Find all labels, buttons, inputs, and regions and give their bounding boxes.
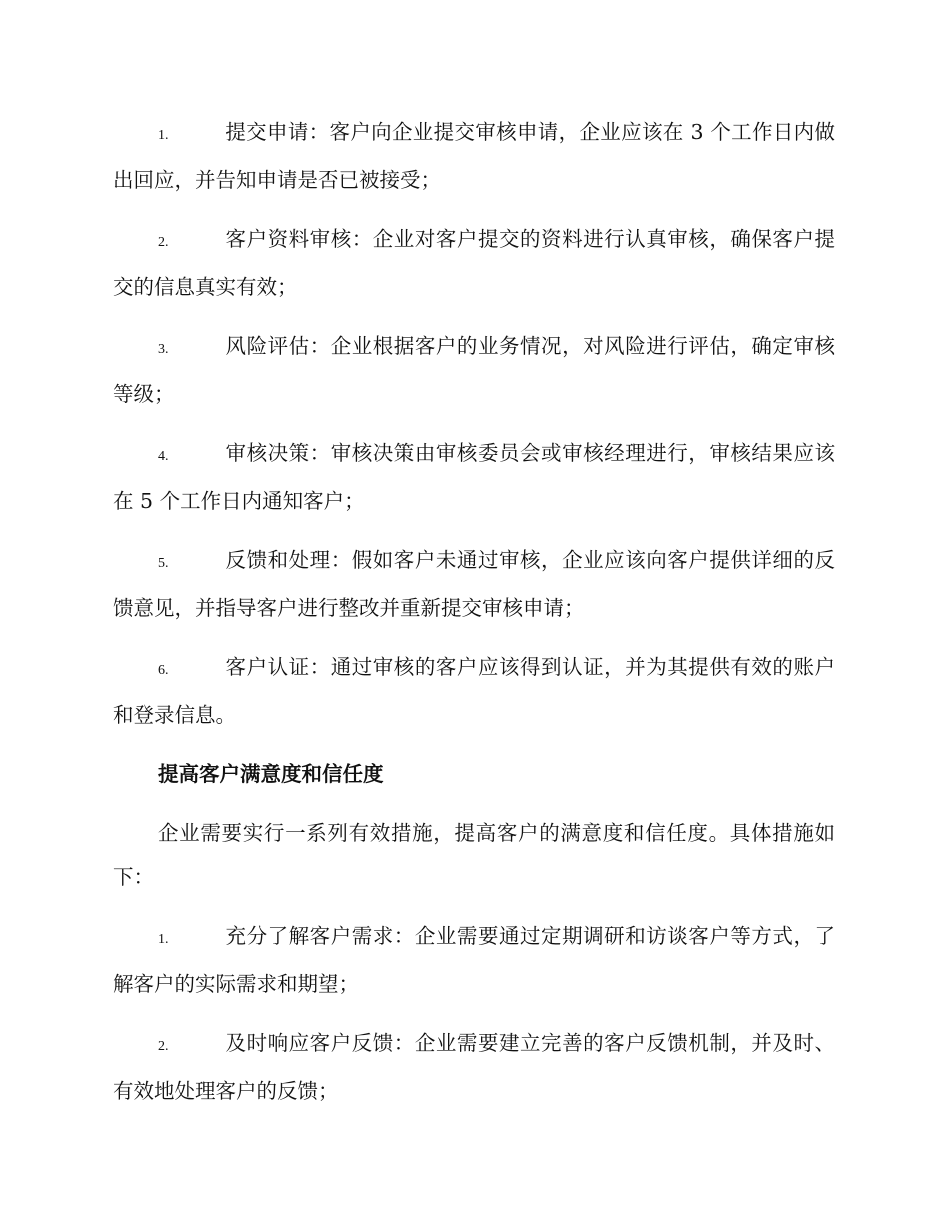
list-item-text: 及时响应客户反馈：企业需要建立完善的客户反馈机制，并及时、有效地处理客户的反馈； (113, 1031, 835, 1103)
list-item-measure-1 (113, 914, 835, 1006)
section-heading: 提高客户满意度和信任度 (158, 762, 384, 786)
list-number: 4. (158, 449, 169, 464)
list-number: 3. (158, 342, 169, 357)
list-number: 2. (158, 235, 169, 250)
list-number: 2. (158, 1039, 169, 1054)
section-intro-paragraph: 企业需要实行一系列有效措施，提高客户的满意度和信任度。具体措施如下： (113, 821, 835, 889)
list-item-step-3 (113, 324, 835, 416)
list-item-text: 审核决策：审核决策由审核委员会或审核经理进行，审核结果应该在 5 个工作日内通知客户； (113, 441, 835, 513)
list-item-text: 客户资料审核：企业对客户提交的资料进行认真审核，确保客户提交的信息真实有效； (113, 227, 835, 299)
list-item-text: 提交申请：客户向企业提交审核申请，企业应该在 3 个工作日内做出回应，并告知申请是否已被接受； (113, 120, 835, 192)
list-number: 6. (158, 663, 169, 678)
list-item-step-2 (113, 217, 835, 309)
document-page (113, 110, 835, 1128)
list-item-text: 充分了解客户需求：企业需要通过定期调研和访谈客户等方式，了解客户的实际需求和期望； (113, 924, 835, 996)
list-number: 1. (158, 128, 169, 143)
list-item-step-6 (113, 645, 835, 737)
list-item-step-4 (113, 431, 835, 523)
list-item-step-5 (113, 538, 835, 630)
list-number: 5. (158, 556, 169, 571)
list-item-measure-2 (113, 1021, 835, 1113)
list-item-text: 反馈和处理：假如客户未通过审核，企业应该向客户提供详细的反馈意见，并指导客户进行整改并重新提交审核申请； (113, 548, 835, 620)
list-item-step-1 (113, 110, 835, 202)
list-item-text: 客户认证：通过审核的客户应该得到认证，并为其提供有效的账户和登录信息。 (113, 655, 835, 727)
list-number: 1. (158, 932, 169, 947)
list-item-text: 风险评估：企业根据客户的业务情况，对风险进行评估，确定审核等级； (113, 334, 835, 406)
